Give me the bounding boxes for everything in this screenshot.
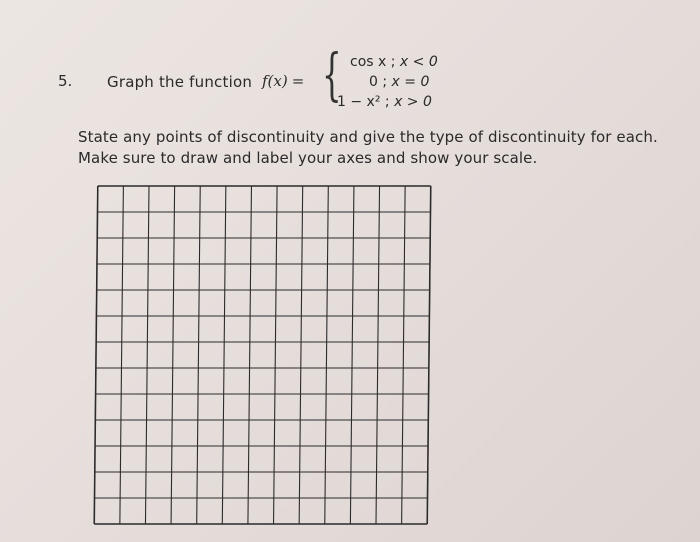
case-sep: ; <box>380 94 395 110</box>
case-condition: x < 0 <box>399 54 438 70</box>
grid-vertical-line <box>120 186 124 524</box>
piecewise-case-2 <box>369 74 429 90</box>
grid-vertical-line <box>222 186 226 524</box>
grid-vertical-line <box>274 186 278 524</box>
grid-vertical-line <box>94 186 98 524</box>
piecewise-case-1 <box>350 54 438 70</box>
graph-grid-svg[interactable] <box>93 185 432 525</box>
grid-vertical-line <box>299 186 303 524</box>
case-sep: ; <box>386 54 400 70</box>
function-label <box>262 72 304 90</box>
grid-vertical-line <box>325 186 329 524</box>
grid-vertical-line <box>402 186 406 524</box>
case-expr: cos x <box>350 54 387 70</box>
function-name: f(x) <box>262 72 288 90</box>
grid-vertical-line <box>248 186 252 524</box>
grid-vertical-line <box>427 186 431 524</box>
grid-vertical-line <box>171 186 175 524</box>
problem-number: 5. <box>58 72 73 90</box>
grid-vertical-line <box>145 186 149 524</box>
grid-vertical-line <box>197 186 201 524</box>
equals-sign: = <box>291 72 305 90</box>
grid-vertical-line <box>376 186 380 524</box>
problem-lead-text: Graph the function <box>107 73 253 91</box>
case-condition: x = 0 <box>391 74 430 90</box>
piecewise-brace: { <box>322 43 342 108</box>
instruction-text: State any points of discontinuity and give the type of discontinuity for each. Make sure to draw and label your axes and show your scale. <box>78 128 658 167</box>
case-sep: ; <box>377 74 392 90</box>
case-condition: x > 0 <box>394 94 432 110</box>
graph-grid[interactable] <box>93 185 432 525</box>
case-expr: 0 <box>369 74 378 90</box>
piecewise-case-3 <box>337 94 432 110</box>
grid-vertical-line <box>350 186 354 524</box>
case-expr: 1 − x² <box>337 94 381 110</box>
